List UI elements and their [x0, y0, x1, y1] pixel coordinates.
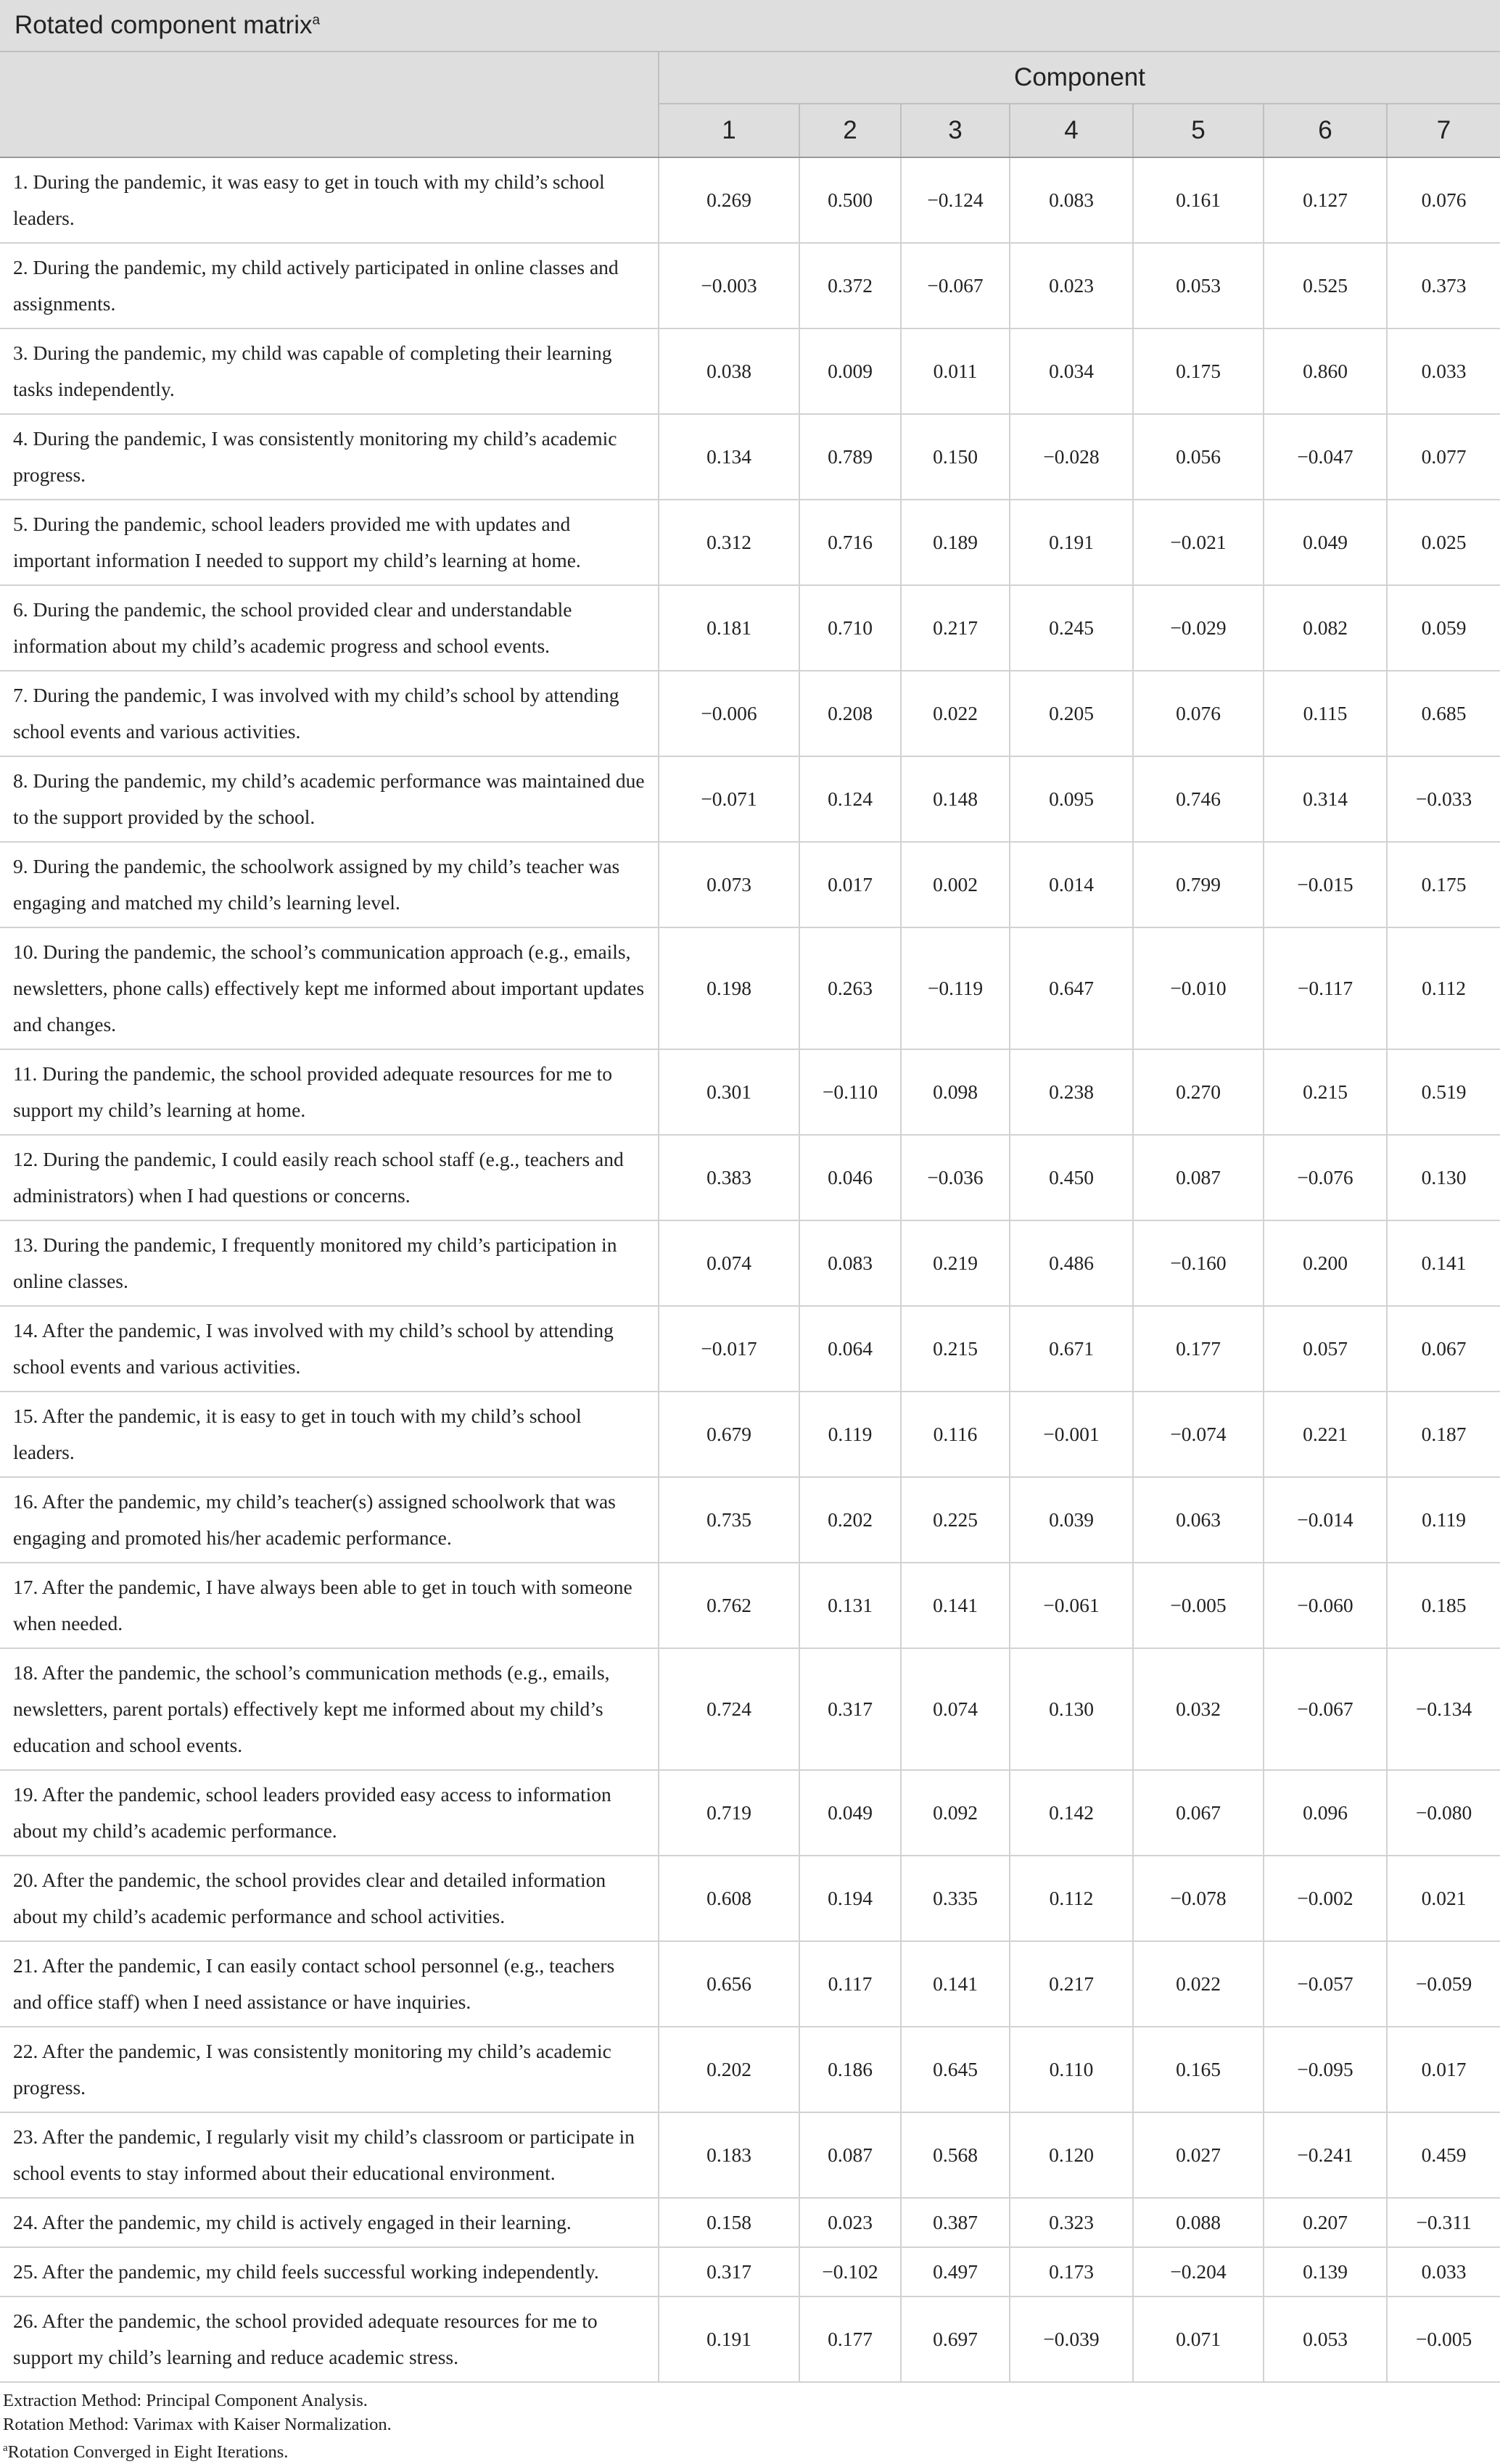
- loading-value: 0.202: [659, 2027, 799, 2112]
- loading-value: 0.459: [1387, 2112, 1500, 2198]
- loading-value: 0.074: [659, 1220, 799, 1306]
- loading-value: 0.191: [659, 2296, 799, 2382]
- item-statement: 20. After the pandemic, the school provides clear and detailed information about my child’s academic performance and school activities.: [0, 1856, 659, 1941]
- item-statement: 15. After the pandemic, it is easy to get in touch with my child’s school leaders.: [0, 1392, 659, 1477]
- table-row: [0, 1306, 1500, 1392]
- loading-value: 0.175: [1133, 328, 1264, 414]
- loading-value: 0.183: [659, 2112, 799, 2198]
- loading-value: 0.134: [659, 414, 799, 500]
- loading-value: 0.500: [799, 157, 901, 243]
- component-number-header: 5: [1133, 104, 1264, 157]
- loading-value: 0.189: [901, 500, 1010, 585]
- loading-value: 0.023: [1010, 243, 1133, 328]
- item-statement: 12. During the pandemic, I could easily reach school staff (e.g., teachers and administrators) when I had questions or concerns.: [0, 1135, 659, 1220]
- loading-value: 0.124: [799, 756, 901, 842]
- loading-value: 0.860: [1264, 328, 1387, 414]
- loading-value: 0.033: [1387, 2247, 1500, 2296]
- loading-value: 0.186: [799, 2027, 901, 2112]
- loading-value: −0.039: [1010, 2296, 1133, 2382]
- item-statement: 7. During the pandemic, I was involved with my child’s school by attending school events and various activities.: [0, 671, 659, 756]
- loading-value: 0.191: [1010, 500, 1133, 585]
- loading-value: 0.525: [1264, 243, 1387, 328]
- loading-value: 0.096: [1264, 1770, 1387, 1856]
- loading-value: −0.067: [1264, 1648, 1387, 1770]
- loading-value: 0.115: [1264, 671, 1387, 756]
- loading-value: −0.006: [659, 671, 799, 756]
- loading-value: 0.314: [1264, 756, 1387, 842]
- table-row: [0, 2296, 1500, 2382]
- table-row: [0, 1648, 1500, 1770]
- component-number-header: 3: [901, 104, 1010, 157]
- table-row: [0, 842, 1500, 927]
- loading-value: 0.335: [901, 1856, 1010, 1941]
- loading-value: 0.217: [1010, 1941, 1133, 2027]
- loading-value: 0.301: [659, 1049, 799, 1135]
- table-row: [0, 1563, 1500, 1648]
- loading-value: 0.762: [659, 1563, 799, 1648]
- loading-value: 0.011: [901, 328, 1010, 414]
- loading-value: 0.119: [799, 1392, 901, 1477]
- loading-value: −0.071: [659, 756, 799, 842]
- loading-value: 0.383: [659, 1135, 799, 1220]
- loading-value: 0.110: [1010, 2027, 1133, 2112]
- loading-value: 0.131: [799, 1563, 901, 1648]
- loading-value: 0.021: [1387, 1856, 1500, 1941]
- loading-value: 0.088: [1133, 2198, 1264, 2247]
- loading-value: 0.083: [1010, 157, 1133, 243]
- loading-value: 0.002: [901, 842, 1010, 927]
- item-statement: 13. During the pandemic, I frequently monitored my child’s participation in online classes.: [0, 1220, 659, 1306]
- item-statement: 11. During the pandemic, the school provided adequate resources for me to support my child’s learning at home.: [0, 1049, 659, 1135]
- loading-value: 0.181: [659, 585, 799, 671]
- loading-value: 0.046: [799, 1135, 901, 1220]
- table-row: [0, 1477, 1500, 1563]
- loading-value: 0.746: [1133, 756, 1264, 842]
- table-title: [0, 0, 1500, 51]
- item-statement: 8. During the pandemic, my child’s academic performance was maintained due to the support provided by the school.: [0, 756, 659, 842]
- table-row: [0, 1856, 1500, 1941]
- loading-value: −0.311: [1387, 2198, 1500, 2247]
- loading-value: 0.185: [1387, 1563, 1500, 1648]
- loading-value: 0.139: [1264, 2247, 1387, 2296]
- loading-value: 0.450: [1010, 1135, 1133, 1220]
- loading-value: −0.014: [1264, 1477, 1387, 1563]
- item-statement: 23. After the pandemic, I regularly visit my child’s classroom or participate in school events to stay informed about their educational environment.: [0, 2112, 659, 2198]
- item-statement: 25. After the pandemic, my child feels successful working independently.: [0, 2247, 659, 2296]
- loading-value: 0.161: [1133, 157, 1264, 243]
- loading-value: −0.010: [1133, 927, 1264, 1049]
- footnote-converged: [3, 2436, 1500, 2464]
- loading-value: −0.160: [1133, 1220, 1264, 1306]
- loading-value: 0.697: [901, 2296, 1010, 2382]
- loading-value: 0.098: [901, 1049, 1010, 1135]
- loading-value: 0.719: [659, 1770, 799, 1856]
- loading-value: 0.039: [1010, 1477, 1133, 1563]
- loading-value: 0.208: [799, 671, 901, 756]
- loading-value: 0.194: [799, 1856, 901, 1941]
- loading-value: −0.057: [1264, 1941, 1387, 2027]
- loading-value: 0.486: [1010, 1220, 1133, 1306]
- loading-value: 0.067: [1133, 1770, 1264, 1856]
- loading-value: −0.017: [659, 1306, 799, 1392]
- loading-value: 0.077: [1387, 414, 1500, 500]
- loading-value: −0.001: [1010, 1392, 1133, 1477]
- table-row: [0, 243, 1500, 328]
- loading-value: −0.005: [1387, 2296, 1500, 2382]
- component-group-header: Component: [659, 51, 1500, 104]
- table-row: [0, 2198, 1500, 2247]
- loading-value: 0.022: [1133, 1941, 1264, 2027]
- loading-value: −0.005: [1133, 1563, 1264, 1648]
- item-statement: 22. After the pandemic, I was consistently monitoring my child’s academic progress.: [0, 2027, 659, 2112]
- footnote-converged-mark: a: [3, 2442, 8, 2454]
- loading-value: 0.127: [1264, 157, 1387, 243]
- loading-value: 0.735: [659, 1477, 799, 1563]
- loading-value: 0.009: [799, 328, 901, 414]
- loading-value: 0.023: [799, 2198, 901, 2247]
- component-number-header: 4: [1010, 104, 1133, 157]
- loading-value: −0.078: [1133, 1856, 1264, 1941]
- table-row: [0, 1049, 1500, 1135]
- item-statement: 21. After the pandemic, I can easily contact school personnel (e.g., teachers and office staff) when I need assistance or have inquiries.: [0, 1941, 659, 2027]
- matrix-body: [0, 157, 1500, 2382]
- loading-value: 0.063: [1133, 1477, 1264, 1563]
- loading-value: 0.724: [659, 1648, 799, 1770]
- table-row: [0, 500, 1500, 585]
- loading-value: −0.241: [1264, 2112, 1387, 2198]
- table-title-footnote-mark: a: [312, 12, 321, 28]
- table-row: [0, 1770, 1500, 1856]
- table-row: [0, 2112, 1500, 2198]
- loading-value: 0.130: [1010, 1648, 1133, 1770]
- loading-value: 0.082: [1264, 585, 1387, 671]
- loading-value: −0.117: [1264, 927, 1387, 1049]
- loading-value: 0.519: [1387, 1049, 1500, 1135]
- loading-value: −0.204: [1133, 2247, 1264, 2296]
- table-row: [0, 1941, 1500, 2027]
- loading-value: 0.198: [659, 927, 799, 1049]
- loading-value: 0.270: [1133, 1049, 1264, 1135]
- table-row: [0, 414, 1500, 500]
- loading-value: 0.221: [1264, 1392, 1387, 1477]
- loading-value: −0.124: [901, 157, 1010, 243]
- component-number-header: 1: [659, 104, 799, 157]
- loading-value: −0.021: [1133, 500, 1264, 585]
- loading-value: 0.219: [901, 1220, 1010, 1306]
- loading-value: 0.117: [799, 1941, 901, 2027]
- loading-value: 0.059: [1387, 585, 1500, 671]
- loading-value: −0.074: [1133, 1392, 1264, 1477]
- loading-value: 0.076: [1133, 671, 1264, 756]
- loading-value: −0.080: [1387, 1770, 1500, 1856]
- loading-value: 0.205: [1010, 671, 1133, 756]
- loading-value: −0.095: [1264, 2027, 1387, 2112]
- loading-value: 0.148: [901, 756, 1010, 842]
- loading-value: 0.112: [1387, 927, 1500, 1049]
- loading-value: 0.119: [1387, 1477, 1500, 1563]
- table-row: [0, 1392, 1500, 1477]
- loading-value: −0.119: [901, 927, 1010, 1049]
- loading-value: −0.015: [1264, 842, 1387, 927]
- loading-value: 0.187: [1387, 1392, 1500, 1477]
- loading-value: −0.102: [799, 2247, 901, 2296]
- loading-value: 0.141: [901, 1563, 1010, 1648]
- loading-value: 0.130: [1387, 1135, 1500, 1220]
- loading-value: 0.074: [901, 1648, 1010, 1770]
- loading-value: 0.112: [1010, 1856, 1133, 1941]
- loading-value: 0.053: [1133, 243, 1264, 328]
- table-row: [0, 1220, 1500, 1306]
- loading-value: 0.647: [1010, 927, 1133, 1049]
- loading-value: 0.263: [799, 927, 901, 1049]
- loading-value: 0.177: [1133, 1306, 1264, 1392]
- loading-value: 0.038: [659, 328, 799, 414]
- loading-value: 0.092: [901, 1770, 1010, 1856]
- loading-value: 0.387: [901, 2198, 1010, 2247]
- loading-value: −0.134: [1387, 1648, 1500, 1770]
- loading-value: 0.225: [901, 1477, 1010, 1563]
- loading-value: 0.116: [901, 1392, 1010, 1477]
- loading-value: 0.057: [1264, 1306, 1387, 1392]
- item-statement: 1. During the pandemic, it was easy to get in touch with my child’s school leaders.: [0, 157, 659, 243]
- loading-value: 0.150: [901, 414, 1010, 500]
- loading-value: 0.064: [799, 1306, 901, 1392]
- loading-value: 0.017: [799, 842, 901, 927]
- loading-value: 0.799: [1133, 842, 1264, 927]
- loading-value: 0.200: [1264, 1220, 1387, 1306]
- item-statement: 26. After the pandemic, the school provided adequate resources for me to support my child’s learning and reduce academic stress.: [0, 2296, 659, 2382]
- loading-value: 0.142: [1010, 1770, 1133, 1856]
- loading-value: 0.568: [901, 2112, 1010, 2198]
- footnote-rotation: Rotation Method: Varimax with Kaiser Normalization.: [3, 2415, 392, 2434]
- component-number-header: 7: [1387, 104, 1500, 157]
- component-number-header: 2: [799, 104, 901, 157]
- table-row: [0, 2247, 1500, 2296]
- loading-value: 0.679: [659, 1392, 799, 1477]
- loading-value: 0.027: [1133, 2112, 1264, 2198]
- loading-value: 0.269: [659, 157, 799, 243]
- loading-value: 0.022: [901, 671, 1010, 756]
- loading-value: −0.060: [1264, 1563, 1387, 1648]
- table-row: [0, 2027, 1500, 2112]
- item-statement: 24. After the pandemic, my child is actively engaged in their learning.: [0, 2198, 659, 2247]
- loading-value: 0.202: [799, 1477, 901, 1563]
- table-row: [0, 671, 1500, 756]
- loading-value: 0.049: [799, 1770, 901, 1856]
- loading-value: 0.071: [1133, 2296, 1264, 2382]
- loading-value: −0.110: [799, 1049, 901, 1135]
- loading-value: 0.034: [1010, 328, 1133, 414]
- loading-value: 0.120: [1010, 2112, 1133, 2198]
- item-statement: 5. During the pandemic, school leaders provided me with updates and important information I needed to support my child’s learning at home.: [0, 500, 659, 585]
- component-number-header: 6: [1264, 104, 1387, 157]
- loading-value: −0.033: [1387, 756, 1500, 842]
- loading-value: −0.003: [659, 243, 799, 328]
- loading-value: 0.497: [901, 2247, 1010, 2296]
- loading-value: 0.017: [1387, 2027, 1500, 2112]
- loading-value: 0.049: [1264, 500, 1387, 585]
- table-row: [0, 157, 1500, 243]
- loading-value: 0.656: [659, 1941, 799, 2027]
- loading-value: −0.076: [1264, 1135, 1387, 1220]
- loading-value: −0.067: [901, 243, 1010, 328]
- loading-value: 0.083: [799, 1220, 901, 1306]
- loading-value: 0.789: [799, 414, 901, 500]
- loading-value: 0.141: [901, 1941, 1010, 2027]
- loading-value: 0.032: [1133, 1648, 1264, 1770]
- table-row: [0, 328, 1500, 414]
- loading-value: 0.671: [1010, 1306, 1133, 1392]
- loading-value: 0.087: [799, 2112, 901, 2198]
- loading-value: 0.207: [1264, 2198, 1387, 2247]
- loading-value: 0.076: [1387, 157, 1500, 243]
- loading-value: 0.215: [1264, 1049, 1387, 1135]
- loading-value: 0.095: [1010, 756, 1133, 842]
- loading-value: 0.608: [659, 1856, 799, 1941]
- table-row: [0, 756, 1500, 842]
- loading-value: 0.056: [1133, 414, 1264, 500]
- loading-value: 0.025: [1387, 500, 1500, 585]
- loading-value: 0.317: [659, 2247, 799, 2296]
- item-statement: 17. After the pandemic, I have always been able to get in touch with someone when needed.: [0, 1563, 659, 1648]
- loading-value: 0.014: [1010, 842, 1133, 927]
- loading-value: 0.053: [1264, 2296, 1387, 2382]
- loading-value: −0.028: [1010, 414, 1133, 500]
- loading-value: 0.175: [1387, 842, 1500, 927]
- table-row: [0, 1135, 1500, 1220]
- loading-value: 0.067: [1387, 1306, 1500, 1392]
- loading-value: −0.002: [1264, 1856, 1387, 1941]
- table-row: [0, 927, 1500, 1049]
- item-statement: 2. During the pandemic, my child actively participated in online classes and assignments.: [0, 243, 659, 328]
- loading-value: 0.716: [799, 500, 901, 585]
- item-statement: 4. During the pandemic, I was consistently monitoring my child’s academic progress.: [0, 414, 659, 500]
- footnote-converged-text: Rotation Converged in Eight Iterations.: [7, 2442, 289, 2463]
- item-statement: 10. During the pandemic, the school’s communication approach (e.g., emails, newsletters, phone calls) effectively kept me informed about important updates and changes.: [0, 927, 659, 1049]
- item-statement: 9. During the pandemic, the schoolwork assigned by my child’s teacher was engaging and matched my child’s learning level.: [0, 842, 659, 927]
- table-footnotes: [0, 2383, 1500, 2464]
- item-statement: 16. After the pandemic, my child’s teacher(s) assigned schoolwork that was engaging and promoted his/her academic performance.: [0, 1477, 659, 1563]
- loading-value: 0.215: [901, 1306, 1010, 1392]
- item-statement: 18. After the pandemic, the school’s communication methods (e.g., emails, newsletters, parent portals) effectively kept me informed about my child’s education and school events.: [0, 1648, 659, 1770]
- loading-value: −0.036: [901, 1135, 1010, 1220]
- item-statement: 14. After the pandemic, I was involved with my child’s school by attending school events and various activities.: [0, 1306, 659, 1392]
- table-title-text: Rotated component matrix: [15, 11, 313, 39]
- item-statement: 6. During the pandemic, the school provided clear and understandable information about my child’s academic progress and school events.: [0, 585, 659, 671]
- table-row: [0, 585, 1500, 671]
- item-statement: 3. During the pandemic, my child was capable of completing their learning tasks independently.: [0, 328, 659, 414]
- loading-value: −0.029: [1133, 585, 1264, 671]
- loading-value: 0.245: [1010, 585, 1133, 671]
- loading-value: 0.165: [1133, 2027, 1264, 2112]
- loading-value: 0.372: [799, 243, 901, 328]
- loading-value: 0.645: [901, 2027, 1010, 2112]
- item-header-cell: [0, 51, 659, 157]
- loading-value: 0.317: [799, 1648, 901, 1770]
- loading-value: 0.173: [1010, 2247, 1133, 2296]
- loading-value: 0.073: [659, 842, 799, 927]
- loading-value: 0.158: [659, 2198, 799, 2247]
- loading-value: 0.685: [1387, 671, 1500, 756]
- item-statement: 19. After the pandemic, school leaders provided easy access to information about my child’s academic performance.: [0, 1770, 659, 1856]
- loading-value: 0.238: [1010, 1049, 1133, 1135]
- loading-value: 0.033: [1387, 328, 1500, 414]
- loading-value: 0.087: [1133, 1135, 1264, 1220]
- loading-value: 0.373: [1387, 243, 1500, 328]
- loading-value: −0.061: [1010, 1563, 1133, 1648]
- loading-value: 0.710: [799, 585, 901, 671]
- loading-value: 0.141: [1387, 1220, 1500, 1306]
- footnote-extraction: Extraction Method: Principal Component Analysis.: [3, 2391, 368, 2410]
- loading-value: −0.047: [1264, 414, 1387, 500]
- loading-value: 0.177: [799, 2296, 901, 2382]
- loading-value: 0.312: [659, 500, 799, 585]
- loading-value: −0.059: [1387, 1941, 1500, 2027]
- loading-value: 0.217: [901, 585, 1010, 671]
- loading-value: 0.323: [1010, 2198, 1133, 2247]
